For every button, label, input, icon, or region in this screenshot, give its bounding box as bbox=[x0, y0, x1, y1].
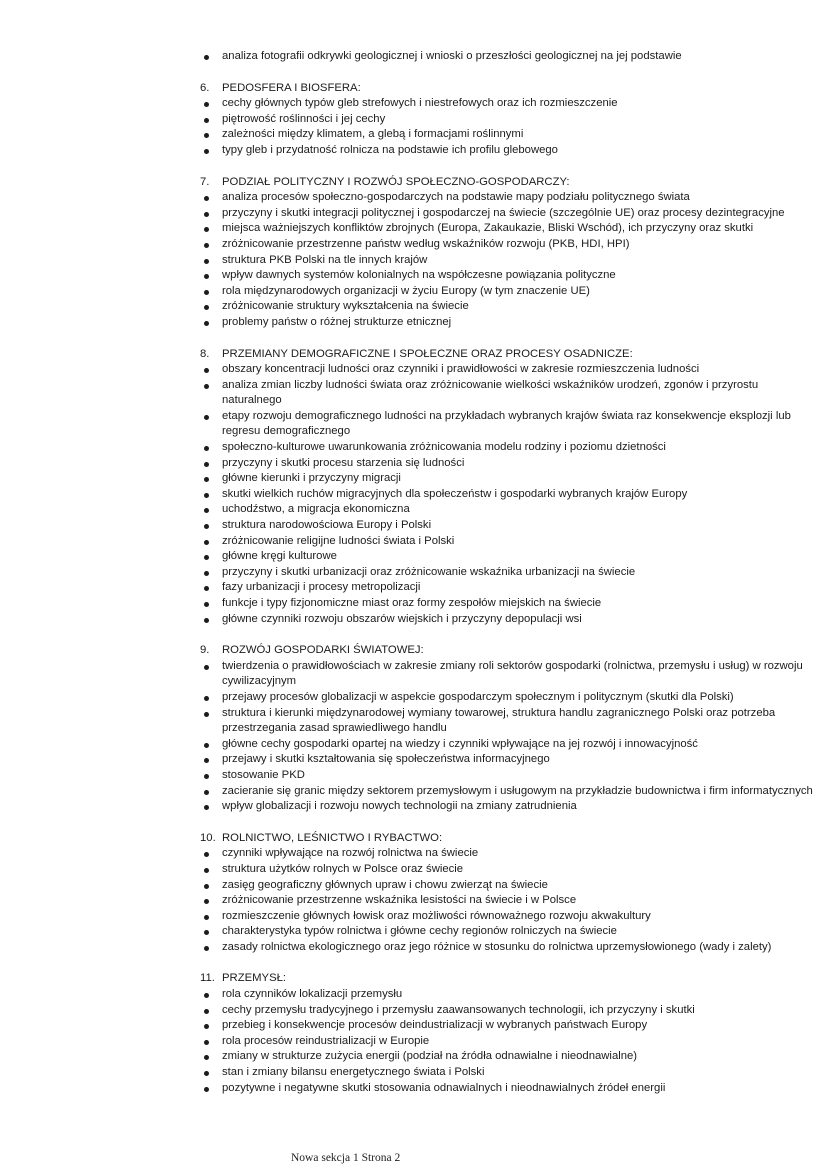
sections-container bbox=[200, 81, 818, 1097]
list-item: główne czynniki rozwoju obszarów wiejskich i przyczyny depopulacji wsi bbox=[200, 612, 818, 628]
list-item: przebieg i konsekwencje procesów deindustrializacji w wybranych państwach Europy bbox=[200, 1018, 818, 1034]
list-item: obszary koncentracji ludności oraz czynniki i prawidłowości w zakresie rozmieszczenia ludności bbox=[200, 362, 818, 378]
list-item: zasady rolnictwa ekologicznego oraz jego różnice w stosunku do rolnictwa uprzemysłowionego (wady i zalety) bbox=[200, 940, 818, 956]
list-item: zróżnicowanie struktury wykształcenia na świecie bbox=[200, 299, 818, 315]
list-item: charakterystyka typów rolnictwa i główne cechy regionów rolniczych na świecie bbox=[200, 924, 818, 940]
list-item: cechy głównych typów gleb strefowych i niestrefowych oraz ich rozmieszczenie bbox=[200, 96, 818, 112]
list-item: przyczyny i skutki integracji politycznej i gospodarczej na świecie (szczególnie UE) oraz procesy dezintegracyjne bbox=[200, 206, 818, 222]
list-item: analiza procesów społeczno-gospodarczych na podstawie mapy podziału politycznego świata bbox=[200, 190, 818, 206]
section-heading bbox=[200, 81, 818, 97]
bullet-list bbox=[200, 987, 818, 1096]
section-6 bbox=[200, 81, 818, 159]
top-continuation bbox=[200, 49, 818, 65]
list-item: struktura PKB Polski na tle innych krajów bbox=[200, 253, 818, 269]
list-item: zasięg geograficzny głównych upraw i chowu zwierząt na świecie bbox=[200, 878, 818, 894]
bullet-list bbox=[200, 846, 818, 955]
bullet-list bbox=[200, 659, 818, 815]
section-title: ROZWÓJ GOSPODARKI ŚWIATOWEJ: bbox=[222, 644, 424, 657]
section-title: PRZEMYSŁ: bbox=[222, 972, 287, 985]
list-item: skutki wielkich ruchów migracyjnych dla społeczeństw i gospodarki wybranych krajów Europy bbox=[200, 487, 818, 503]
list-item: funkcje i typy fizjonomiczne miast oraz formy zespołów miejskich na świecie bbox=[200, 596, 818, 612]
list-item: problemy państw o różnej strukturze etnicznej bbox=[200, 315, 818, 331]
section-number: 10. bbox=[200, 831, 216, 844]
list-item: społeczno-kulturowe uwarunkowania zróżnicowania modelu rodziny i poziomu dzietności bbox=[200, 440, 818, 456]
list-item: typy gleb i przydatność rolnicza na podstawie ich profilu glebowego bbox=[200, 143, 818, 159]
list-item: struktura narodowościowa Europy i Polski bbox=[200, 518, 818, 534]
list-item: rola procesów reindustrializacji w Europie bbox=[200, 1034, 818, 1050]
list-item: cechy przemysłu tradycyjnego i przemysłu zaawansowanych technologii, ich przyczyny i skutki bbox=[200, 1003, 818, 1019]
top-bullet-list bbox=[200, 49, 818, 65]
list-item: główne kierunki i przyczyny migracji bbox=[200, 471, 818, 487]
section-title: PRZEMIANY DEMOGRAFICZNE I SPOŁECZNE ORAZ PROCESY OSADNICZE: bbox=[222, 347, 633, 360]
list-item: rola czynników lokalizacji przemysłu bbox=[200, 987, 818, 1003]
bullet-list bbox=[200, 362, 818, 627]
list-item: zróżnicowanie przestrzenne wskaźnika lesistości na świecie i w Polsce bbox=[200, 893, 818, 909]
section-heading bbox=[200, 971, 818, 987]
list-item: piętrowość roślinności i jej cechy bbox=[200, 112, 818, 128]
list-item: uchodźstwo, a migracja ekonomiczna bbox=[200, 502, 818, 518]
list-item: przejawy procesów globalizacji w aspekcie gospodarczym społecznym i politycznym (skutki dla Polski) bbox=[200, 690, 818, 706]
list-item: czynniki wpływające na rozwój rolnictwa na świecie bbox=[200, 846, 818, 862]
section-number: 9. bbox=[200, 644, 210, 657]
list-item: zmiany w strukturze zużycia energii (podział na źródła odnawialne i nieodnawialne) bbox=[200, 1049, 818, 1065]
list-item: główne cechy gospodarki opartej na wiedzy i czynniki wpływające na jej rozwój i innowacyjność bbox=[200, 737, 818, 753]
list-item: etapy rozwoju demograficznego ludności na przykładach wybranych krajów świata raz konsekwencje eksplozji lub regresu demograficznego bbox=[200, 409, 818, 440]
section-number: 7. bbox=[200, 175, 210, 188]
section-heading bbox=[200, 175, 818, 191]
list-item: zależności między klimatem, a glebą i formacjami roślinnymi bbox=[200, 127, 818, 143]
list-item: przyczyny i skutki urbanizacji oraz zróżnicowanie wskaźnika urbanizacji na świecie bbox=[200, 565, 818, 581]
list-item: struktura użytków rolnych w Polsce oraz świecie bbox=[200, 862, 818, 878]
section-title: ROLNICTWO, LEŚNICTWO I RYBACTWO: bbox=[222, 831, 443, 844]
list-item: wpływ dawnych systemów kolonialnych na współczesne powiązania polityczne bbox=[200, 268, 818, 284]
list-item: stan i zmiany bilansu energetycznego świata i Polski bbox=[200, 1065, 818, 1081]
list-item: główne kręgi kulturowe bbox=[200, 549, 818, 565]
page-footer: Nowa sekcja 1 Strona 2 bbox=[291, 1152, 401, 1164]
list-item: zacieranie się granic między sektorem przemysłowym i usługowym na przykładzie budownictwa i firm informatycznych bbox=[200, 784, 818, 800]
section-10 bbox=[200, 831, 818, 956]
list-item: zróżnicowanie religijne ludności świata i Polski bbox=[200, 534, 818, 550]
bullet-list bbox=[200, 96, 818, 158]
section-heading bbox=[200, 643, 818, 659]
list-item: stosowanie PKD bbox=[200, 768, 818, 784]
section-number: 11. bbox=[200, 972, 215, 985]
list-item: analiza zmian liczby ludności świata oraz zróżnicowanie wielkości wskaźników urodzeń, zgonów i przyrostu naturalnego bbox=[200, 378, 818, 409]
list-item: twierdzenia o prawidłowościach w zakresie zmiany roli sektorów gospodarki (rolnictwa, przemysłu i usług) w rozwoju cywilizacyjnym bbox=[200, 659, 818, 690]
section-title: PEDOSFERA I BIOSFERA: bbox=[222, 81, 361, 94]
list-item: rola międzynarodowych organizacji w życiu Europy (w tym znaczenie UE) bbox=[200, 284, 818, 300]
section-7 bbox=[200, 175, 818, 331]
list-item: przejawy i skutki kształtowania się społeczeństwa informacyjnego bbox=[200, 752, 818, 768]
section-heading bbox=[200, 831, 818, 847]
list-item: przyczyny i skutki procesu starzenia się ludności bbox=[200, 456, 818, 472]
list-item: rozmieszczenie głównych łowisk oraz możliwości równoważnego rozwoju akwakultury bbox=[200, 909, 818, 925]
document-content bbox=[200, 49, 818, 1112]
section-11 bbox=[200, 971, 818, 1096]
section-heading bbox=[200, 347, 818, 363]
list-item: miejsca ważniejszych konfliktów zbrojnych (Europa, Zakaukazie, Bliski Wschód), ich przyczyny oraz skutki bbox=[200, 221, 818, 237]
section-number: 6. bbox=[200, 81, 210, 94]
list-item: fazy urbanizacji i procesy metropolizacji bbox=[200, 580, 818, 596]
list-item: pozytywne i negatywne skutki stosowania odnawialnych i nieodnawialnych źródeł energii bbox=[200, 1081, 818, 1097]
section-number: 8. bbox=[200, 347, 210, 360]
section-title: PODZIAŁ POLITYCZNY I ROZWÓJ SPOŁECZNO-GOSPODARCZY: bbox=[222, 175, 570, 188]
section-9 bbox=[200, 643, 818, 815]
list-item: analiza fotografii odkrywki geologicznej i wnioski o przeszłości geologicznej na jej podstawie bbox=[200, 49, 818, 65]
list-item: zróżnicowanie przestrzenne państw według wskaźników rozwoju (PKB, HDI, HPI) bbox=[200, 237, 818, 253]
section-8 bbox=[200, 347, 818, 628]
bullet-list bbox=[200, 190, 818, 330]
list-item: struktura i kierunki międzynarodowej wymiany towarowej, struktura handlu zagranicznego Polski oraz potrzeba przestrzegania zasad sprawiedliwego handlu bbox=[200, 706, 818, 737]
list-item: wpływ globalizacji i rozwoju nowych technologii na zmiany zatrudnienia bbox=[200, 799, 818, 815]
